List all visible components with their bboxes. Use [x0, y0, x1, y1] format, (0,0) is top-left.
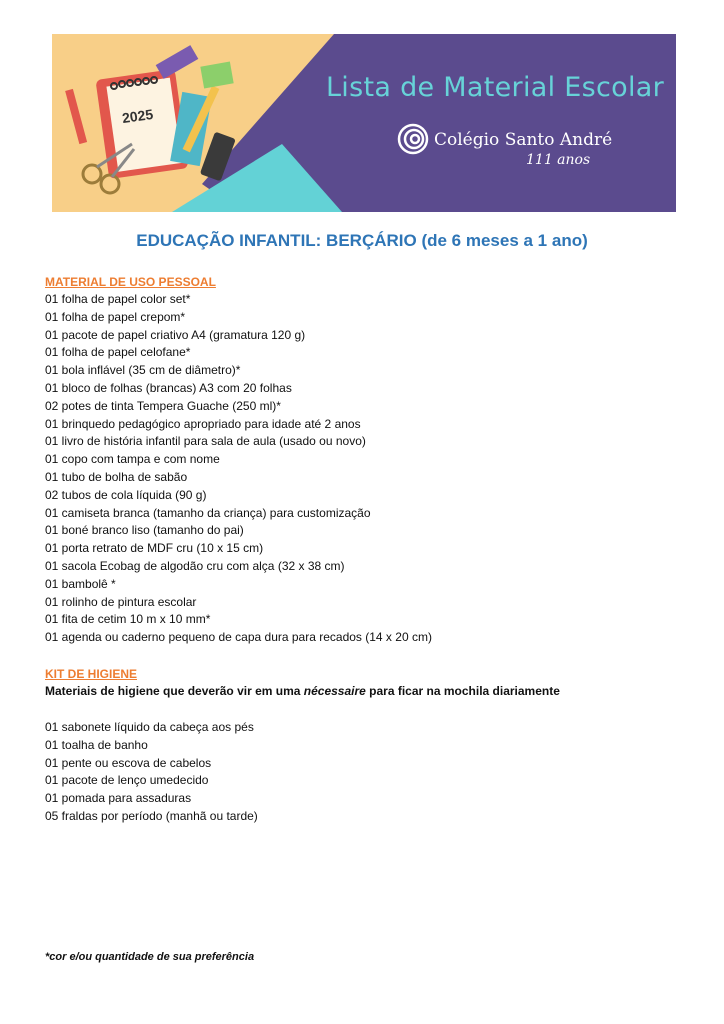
list-item: 01 bambolê *: [45, 576, 116, 591]
hygiene-kit-list: [45, 719, 258, 826]
list-item: 01 brinquedo pedagógico apropriado para idade até 2 anos: [45, 416, 361, 431]
spiral-logo-icon: [396, 122, 430, 156]
hygiene-kit-heading: KIT DE HIGIENE: [45, 667, 138, 681]
list-item: 01 tubo de bolha de sabão: [45, 469, 188, 484]
list-item: 01 copo com tampa e com nome: [45, 452, 220, 467]
school-logo: [396, 122, 656, 172]
list-item: 01 folha de papel crepom*: [45, 309, 186, 324]
list-item: 01 folha de papel celofane*: [45, 345, 191, 360]
list-item: 01 sabonete líquido da cabeça aos pés: [45, 720, 254, 734]
list-item: 01 rolinho de pintura escolar: [45, 594, 197, 609]
personal-material-heading: MATERIAL DE USO PESSOAL: [45, 275, 216, 289]
hygiene-desc-necessaire: nécessaire: [303, 684, 366, 698]
list-item: 01 toalha de banho: [45, 737, 148, 752]
list-item: 01 pomada para assaduras: [45, 791, 192, 806]
list-item: 01 boné branco liso (tamanho do pai): [45, 523, 244, 538]
hygiene-desc-part1: Materiais de higiene que deverão vir em uma: [45, 684, 304, 698]
list-item: 01 fita de cetim 10 m x 10 mm*: [45, 612, 211, 627]
list-item: 01 livro de história infantil para sala de aula (usado ou novo): [45, 434, 366, 449]
hygiene-kit-description: [45, 684, 560, 698]
list-item: 01 bloco de folhas (brancas) A3 com 20 folhas: [45, 380, 292, 395]
personal-material-list: [45, 291, 432, 647]
list-item: 01 pacote de papel criativo A4 (gramatura 120 g): [45, 327, 306, 342]
banner-title: Lista de Material Escolar: [325, 72, 665, 103]
list-item: 02 potes de tinta Tempera Guache (250 ml)*: [45, 398, 281, 413]
footnote: *cor e/ou quantidade de sua preferência: [45, 951, 255, 963]
list-item: 01 agenda ou caderno pequeno de capa dura para recados (14 x 20 cm): [45, 630, 432, 645]
school-name: Colégio Santo André: [434, 130, 613, 150]
list-item: 01 pacote de lenço umedecido: [45, 773, 209, 788]
list-item: 01 camiseta branca (tamanho da criança) para customização: [45, 505, 371, 520]
list-item: 01 porta retrato de MDF cru (10 x 15 cm): [45, 541, 264, 556]
school-years: 111 anos: [526, 152, 591, 168]
list-item: 01 bola inflável (35 cm de diâmetro)*: [45, 363, 241, 378]
notebook-year: 2025: [121, 105, 155, 127]
list-item: 01 folha de papel color set*: [45, 292, 191, 306]
header-banner: [52, 34, 676, 212]
list-item: 01 pente ou escova de cabelos: [45, 755, 212, 770]
list-item: 01 sacola Ecobag de algodão cru com alça (32 x 38 cm): [45, 558, 345, 573]
list-item: 02 tubos de cola líquida (90 g): [45, 487, 207, 502]
list-item: 05 fraldas por período (manhã ou tarde): [45, 808, 258, 823]
page-title: EDUCAÇÃO INFANTIL: BERÇÁRIO (de 6 meses a 1 ano): [136, 231, 588, 250]
hygiene-desc-part2: para ficar na mochila diariamente: [365, 684, 560, 698]
